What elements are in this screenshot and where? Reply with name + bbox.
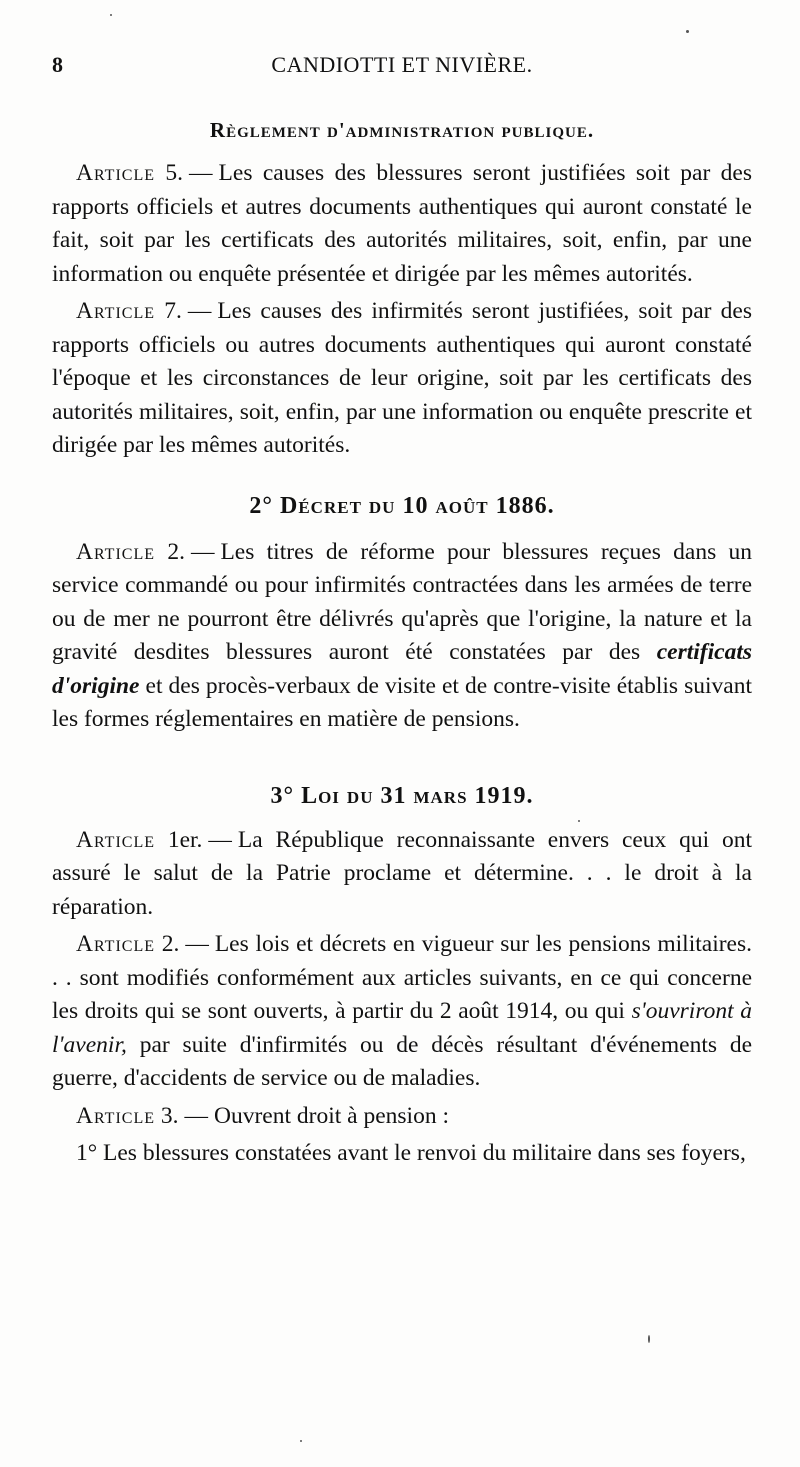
article-number: 1er. [167,826,203,853]
decree-article-2: Article 2. — Les titres de réforme pour blessures reçues dans un service commandé ou pour infirmités contractées dans les armées de terre ou de mer ne pourront être délivrés qu'après que l'origine, la nature et la gravité desdites blessures auront été constatées par des certificats d'origine et des procès-verbaux de visite et de contre-visite établis suivant les formes réglementaires en matière de pensions. [52,538,753,732]
article-text: Ouvrent droit à pension : [214,1102,449,1129]
article-5: Article 5. — Les causes des blessures seront justifiées soit par des rapports officiels et autres documents authentiques qui auront constaté le fait, soit par les certificats des autorités militaires, soit, enfin, par une information ou enquête présentée et dirigée par les mêmes autorités. [52,160,752,287]
article-number: 7. [164,298,182,324]
emphasis-avenir: s'ouvriront à l'avenir, [52,998,753,1058]
law-item-1: 1° Les blessures constatées avant le renvoi du militaire dans ses foyers, [76,1140,746,1166]
scan-speck [578,820,580,822]
article-label: Article [76,931,156,957]
law-heading: 3° Loi du 31 mars 1919. [270,782,534,809]
scan-speck [648,1335,650,1343]
article-text: Les titres de réforme pour blessures reçues dans un service commandé ou pour infirmités contractées dans les armées de terre ou de mer ne pourront être délivrés qu'après que l'origine, la nature et la gravité desdites blessures auront été constatées par des [52,538,753,665]
decree-heading: 2° Décret du 10 août 1886. [249,492,555,519]
article-text-continued: par suite d'infirmités ou de décès résultant d'événements de guerre, d'accidents de service ou de maladies. [52,1031,753,1091]
article-text: Les causes des infirmités seront justifiées, soit par des rapports officiels ou autres documents authentiques qui auront constaté l'époque et les circonstances de leur origine, soit par les certificats des autorités militaires, soit, enfin, par une information ou enquête prescrite et dirigée par les mêmes autorités. [52,298,752,458]
article-7: Article 7. — Les causes des infirmités seront justifiées, soit par des rapports officiels ou autres documents authentiques qui auront constaté l'époque et les circonstances de leur origine, soit par les certificats des autorités militaires, soit, enfin, par une information ou enquête prescrite et dirigée par les mêmes autorités. [52,298,752,458]
law-article-2: Article 2. — Les lois et décrets en vigueur sur les pensions militaires. . . sont modifiés conformément aux articles suivants, en ce qui concerne les droits qui se sont ouverts, à partir du 2 août 1914, ou qui s'ouvriront à l'avenir, par suite d'infirmités ou de décès résultant d'événements de guerre, d'accidents de service ou de maladies. [52,931,753,1091]
article-text: Les lois et décrets en vigueur sur les pensions militaires. . . sont modifiés conformément aux articles suivants, en ce qui concerne les droits qui se sont ouverts, à partir du 2 août 1914, ou qui [52,931,753,1024]
law-article-3: Article 3. — Ouvrent droit à pension : [76,1102,449,1129]
article-label: Article [76,826,156,853]
page-number: 8 [52,52,63,77]
article-text-continued: et des procès-verbaux de visite et de contre-visite établis suivant les formes réglementaires en matière de pensions. [52,672,752,732]
article-number: 2. [167,538,185,565]
section-title: Règlement d'administration publique. [209,118,595,142]
law-article-1: Article 1er. — La République reconnaissante envers ceux qui ont assuré le salut de la Patrie proclame et détermine. . . le droit à la réparation. [52,826,752,920]
article-label: Article [76,298,156,324]
article-label: Article [76,1102,156,1129]
article-label: Article [76,538,156,565]
scan-speck [300,1440,302,1442]
article-label: Article [76,160,156,186]
scan-speck [110,14,112,16]
article-text: La République reconnaissante envers ceux qui ont assuré le salut de la Patrie proclame et détermine. . . le droit à la réparation. [52,826,752,920]
article-text: Les causes des blessures seront justifiées soit par des rapports officiels et autres documents authentiques qui auront constaté le fait, soit par les certificats des autorités militaires, soit, enfin, par une information ou enquête présentée et dirigée par les mêmes autorités. [52,160,752,287]
emphasis-certificats: certificats d'origine [52,639,753,699]
page-body [52,112,752,1175]
article-number: 2. [161,931,180,957]
article-number: 5. [165,160,184,186]
running-head [52,52,752,86]
article-number: 3. [160,1102,179,1129]
running-title: CANDIOTTI ET NIVIÈRE. [271,52,533,77]
scan-speck [686,30,689,33]
